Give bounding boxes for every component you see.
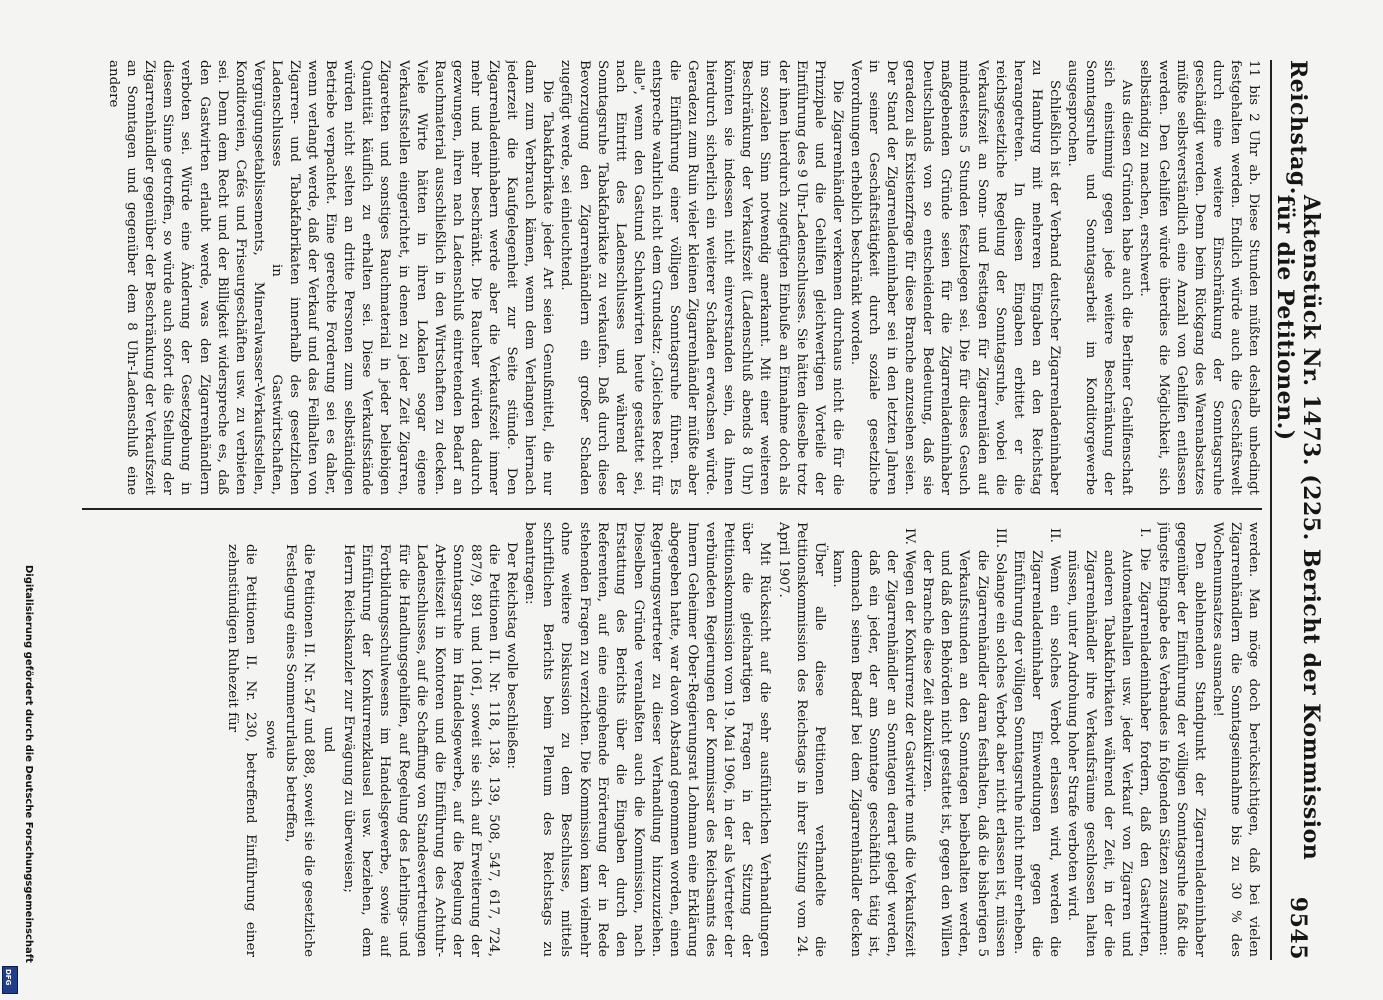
list-item: II. Wenn ein solches Verbot erlassen wird, werden die Zigarrenladeninhaber Einwendungen gegen die Einführung der völligen Sonntagsruhe nicht mehr erheben. [1010,528,1062,957]
list-item: I. Die Zigarrenladeninhaber fordern, daß den Gastwirten, Automatenhallen usw. jeder Verkauf von Zigarren und anderen Tabakfabrikaten während der Zeit, in der die Zigarrenhändler ihre Verkaufsräume geschlossen halten müssen, unter Androhung hoher Strafe verboten wird. [1065,528,1153,957]
page-number: 9545 [1285,896,1311,960]
resolution: die Petitionen II. Nr. 230, betreffend Einführung einer zehnstündigen Ruhezeit für [224,544,258,957]
resolution: die Petitionen II. Nr. 547 und 888, soweit sie die gesetzliche Festlegung eines Sommerurlaubs betreffen, [283,544,317,957]
header-left: Reichstag. [1285,60,1311,195]
dfg-logo-text: DFG [4,969,12,986]
conjunction: und [321,726,337,753]
paragraph: Die Tabakfabrikate jeder Art seien Genußmittel, die nur dann zum Verbrauch kämen, wenn dem Verlangen hiernach jederzeit die Kaufgelegenheit zur Seite stünde. Den Zigarrenladeninhabern werde aber die Verkaufszeit immer mehr und mehr beschränkt. Die Raucher würden dadurch gezwungen, ihren nach Ladenschluß eintretenden Bedarf an Rauchmaterial ausschließlich in den Wirtschaften zu decken. Viele Wirte hätten in ihren Lokalen sogar eigene Verkaufsstellen eingerichtet, in denen zu jeder Zeit Zigarren, Zigaretten und sonstiges Rauchmaterial in jeder beliebigen Quantität käuflich zu erhalten sei. Diese Verkaufsstände würden nicht selten an dritte Personen zum selbständigen Betriebe verpachtet. Eine gerechte Forderung sei es daher, wenn verlangt werde, daß der Verkauf und das Feilhalten von Zigarren- und Tabakfabrikaten innerhalb des gesetzlichen Ladenschlusses in Gastwirtschaften, Vergnügungsetablissements, Mineralwasser-Verkaufsstellen, Konditoreien, Cafés und Friseurgeschäften usw. zu verbieten sei. Denn dem Recht und der Billigkeit widerspreche es, daß den Gastwirten erlaubt werde, was den Zigarrenhändlern verboten sei. Würde eine Änderung der Gesetzgebung in diesem Sinne getroffen, so würde auch sofort die Stellung der Zigarrenhändler gegenüber der Beschränkung der Verkaufszeit an Sonntagen und gegenüber dem 8 Uhr-Ladenschluß eine andere [106,60,556,495]
column-first [72,60,1262,495]
paragraph: Der Reichstag wolle beschließen: [504,542,520,770]
conjunction: sowie [262,720,278,759]
digitization-credit [22,565,36,965]
paragraph: Aus diesen Gründen habe auch die Berliner Gehilfenschaft sich einstimmig gegen jede weitere Beschränkung der Sonntagsruhe und Sonntagsarbeit im Konditorgewerbe ausgesprochen. [1065,60,1135,495]
paragraph: Den ablehnenden Standpunkt der Zigarrenladeninhaber gegenüber der Einführung der völligen Sonntagsruhe faßt die jüngste Eingabe des Verbandes in folgenden Sätzen zusammen: [1155,522,1207,957]
header-rule [1270,60,1272,960]
column-divider [82,508,1262,510]
paragraph: Schließlich ist der Verband deutscher Zigarrenladeninhaber zu Hamburg mit mehreren Eingaben an den Reichstag herangetreten. In diesen Eingaben erbittet er die reichsgesetzliche Regelung der Sonntagsruhe, wobei die Verkaufszeit an Sonn- und Festtagen für Zigarrenläden auf mindestens 5 Stunden festzulegen sei. Die für dieses Gesuch maßgebenden Gründe seien für die Zigarrenladeninhaber Deutschlands von so entscheidender Bedeutung, daß sie geradezu als Existenzfrage für diese Branche anzusehen seien. Der Stand der Zigarrenladeninhaber sei in den letzten Jahren in seiner Geschäftstätigkeit durch soziale gesetzliche Verordnungen erheblich beschränkt worden. [847,60,1062,495]
digitization-credit-text: Digitalisierung gefördert durch die Deutsche Forschungsgemeinschaft [23,565,34,963]
paragraph: Mit Rücksicht auf die sehr ausführlichen Verhandlungen über die gleichartigen Fragen in der Sitzung der Petitionskommission vom 19. Mai 1906, in der als Vertreter der verbündeten Regierungen der Kommissar des Reichsamts des Innern Geheimer Ober-Regierungsrat Lohmann eine Erklärung abgegeben hatte, war davon Abstand genommen worden, einen Regierungsvertreter zu dieser Verhandlung hinzuzuziehen. Dieselben Gründe veranlaßten auch die Kommission, nach Erstattung des Berichts über die Eingaben durch den Referenten, auf eine eingehende Erörterung der in Rede stehenden Fragen zu verzichten. Die Kommission kam vielmehr ohne weitere Diskussion zu dem Beschlusse, mittels schriftlichen Berichts beim Plenum des Reichstags zu beantragen: [522,522,773,957]
dfg-logo [2,966,18,994]
paragraph: Über alle diese Petitionen verhandelte die Petitionskommission des Reichstags in ihrer Sitzung vom 24. April 1907. [775,522,827,957]
paragraph: 11 bis 2 Uhr ab. Diese Stunden müßten deshalb unbedingt festgehalten werden. Endlich würde auch die Geschäftswelt durch eine weitere Einschränkung der Sonntagsruhe geschädigt werden. Denn beim Rückgang des Warenabsatzes müßte selbstverständlich eine Anzahl von Gehilfen entlassen werden. Den Gehilfen würde überdies die Möglichkeit, sich selbständig zu machen, erschwert. [1137,60,1261,495]
page-header [1272,60,1324,960]
rotated-page-content [65,60,1324,960]
paragraph: werden. Man möge doch berücksichtigen, daß bei vielen Zigarrenhändlern die Sonntagseinnahme bis zu 30 % des Wochenumsatzes ausmache! [1209,522,1261,957]
header-center: Aktenstück Nr. 1473. (225. Bericht der Kommission für die Petitionen.) [1272,194,1324,861]
list-item: III. Solange ein solches Verbot aber nicht erlassen ist, müssen die Zigarrenhändler daran festhalten, daß die bisherigen 5 Verkaufsstunden an den Sonntagen beibehalten werden, und daß den Behörden nicht gestattet ist, gegen den Willen der Branche diese Zeit abzukürzen. [920,528,1008,957]
resolution: die Petitionen II. Nr. 118, 138, 139, 508, 547, 617, 724, 887/9, 891 und 1061, soweit sie sich auf Erweiterung der Sonntagsruhe im Handelsgewerbe, auf die Regelung der Arbeitszeit in Kontoren und die Einführung des Achtuhr-Ladenschlusses, auf die Schaffung von Standesvertretungen für die Handlungsgehilfen, auf Regelung des Lehrlings- und Fortbildungsschulwesens im Handelsgewerbe, sowie auf Einführung der Konkurrenzklausel usw. beziehen, dem Herrn Reichskanzler zur Erwägung zu überweisen; [341,544,502,957]
paragraph: Die Zigarrenhändler verkennen durchaus nicht die für die Prinzipale und die Gehilfen gleichwertigen Vorteile der Einführung des 9 Uhr-Ladenschlusses. Sie hätten dieselbe trotz der ihnen hierdurch zugefügten Einbuße an Einnahme doch als im sozialen Sinn notwendig anerkannt. Mit einer weiteren Beschränkung der Verkaufszeit (Ladenschluß abends 8 Uhr) könnten sie indessen nicht einverstanden sein, da ihnen hierdurch sicherlich ein weiterer Schaden erwachsen würde. Geradezu zum Ruin vieler kleinen Zigarrenhändler müßte aber die Einführung einer völligen Sonntagsruhe führen. Es entspreche wahrlich nicht dem Grundsatz: „Gleiches Recht für alle", wenn den Gastund Schankwirten heute gestattet sei, nach Eintritt des Ladenschlusses und während der Sonntagsruhe Tabakfabrikate zu verkaufen. Daß durch diese Bevorzugung den Zigarrenhändlern ein großer Schaden zugefügt werde, sei einleuchtend. [558,60,845,495]
column-second [72,522,1262,957]
list-item: IV. Wegen der Konkurrenz der Gastwirte muß die Verkaufszeit der Zigarrenhändler an Sonntagen derart gelegt werden, daß ein jeder, der am Sonntage geschäftlich tätig ist, demnach seinen Bedarf bei dem Zigarrenhändler decken kann. [829,528,918,957]
